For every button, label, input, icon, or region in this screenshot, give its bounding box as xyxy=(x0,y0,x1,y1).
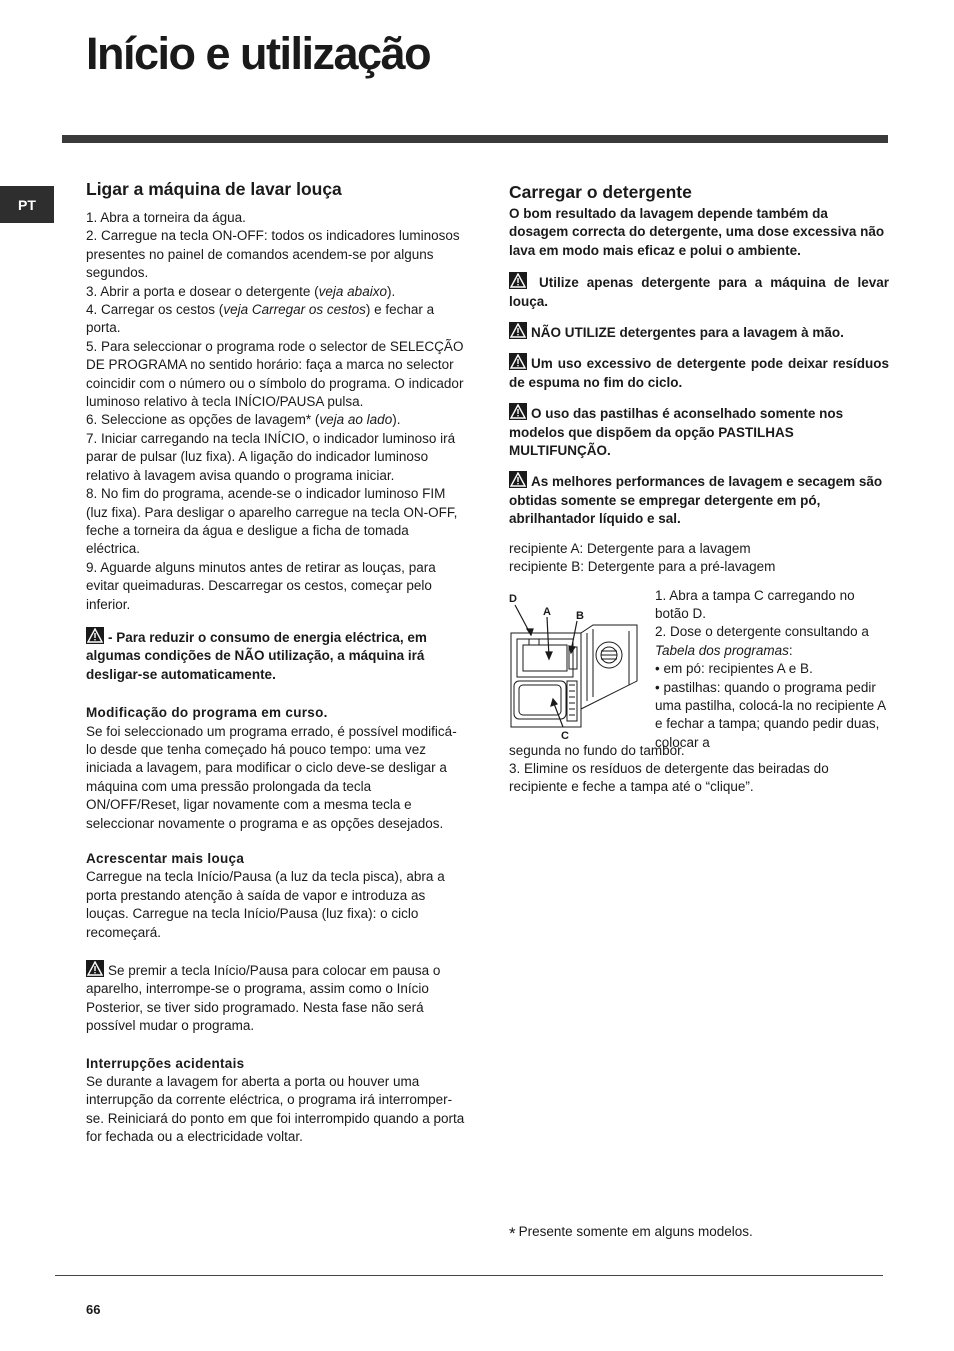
step-3: 3. Abrir a porta e dosear o detergente (veja abaixo). xyxy=(86,283,396,299)
step-7: 7. Iniciar carregando na tecla INÍCIO, o indicador luminoso irá parar de pulsar (luz fixa). A ligação do indicador luminoso relativo à lavagem avisa quando o programa iniciar. xyxy=(86,430,456,483)
modify-heading: Modificação do programa em curso. xyxy=(86,705,328,721)
section-heading-start: Ligar a máquina de lavar louça xyxy=(86,179,342,199)
warning-icon xyxy=(509,403,527,420)
footnote xyxy=(509,1224,753,1244)
modify-text: Se foi seleccionado um programa errado, é possível modificá-lo desde que tenha começado há pouco tempo: uma vez iniciada a lavagem, para modificar o ciclo deve-se desligar a máquina com uma pressão prolongada da tecla ON/OFF/Reset, ligar novamente com a mesma tecla e seleccionar novamente o programa e as opções desejados. xyxy=(86,723,457,831)
right-column xyxy=(509,181,889,797)
footnote-text: Presente somente em alguns modelos. xyxy=(518,1224,753,1239)
label-c: C xyxy=(561,729,569,739)
warning-item: O uso das pastilhas é aconselhado somente nos modelos que dispõem da opção PASTILHAS MULTIFUNÇÃO. xyxy=(509,403,889,460)
footer-rule xyxy=(55,1275,883,1276)
recipient-a: recipiente A: Detergente para a lavagem xyxy=(509,540,751,556)
page-number: 66 xyxy=(86,1302,101,1317)
pause-warning: Se premir a tecla Início/Pausa para colocar em pausa o aparelho, interrompe-se o programa, assim como o Início Posterior, se tiver sido programado. Nesta fase não será possível mudar o programa. xyxy=(86,960,466,1036)
warning-item: Utilize apenas detergente para a máquina de levar louça. xyxy=(509,272,889,311)
warning-item: Um uso excessivo de detergente pode deixar resíduos de espuma no fim do ciclo. xyxy=(509,353,889,392)
left-column xyxy=(86,178,466,1147)
step-4: 4. Carregar os cestos (veja Carregar os cestos) e fechar a porta. xyxy=(86,302,435,336)
header-rule xyxy=(62,135,888,143)
page-title: Início e utilização xyxy=(86,28,431,79)
step-8: 8. No fim do programa, acende-se o indicador luminoso FIM (luz fixa). Para desligar o aparelho carregue na tecla ON-OFF, feche a torneira da água e desligue a ficha de tomada eléctrica. xyxy=(86,486,458,557)
dose-bullet-tablets-cont: segunda no fundo do tambor. xyxy=(509,742,685,758)
recipient-b: recipiente B: Detergente para a pré-lavagem xyxy=(509,559,776,575)
label-d: D xyxy=(509,592,517,605)
warning-item: As melhores performances de lavagem e secagem são obtidas somente se empregar detergente em pó, abrilhantador líquido e sal. xyxy=(509,471,889,528)
detergent-dispenser-diagram xyxy=(509,589,641,739)
step-5: 5. Para seleccionar o programa rode o selector de SELECÇÃO DE PROGRAMA no sentido horário: faça a marca no selector coincidir com o número ou o símbolo do programa. O indicador luminoso relativo à tecla INÍCIO/PAUSA pulsa. xyxy=(86,338,464,410)
warning-icon xyxy=(509,353,527,370)
dose-steps-side xyxy=(655,587,891,753)
energy-warning: - Para reduzir o consumo de energia eléctrica, em algumas condições de NÃO utilização, a máquina irá desligar-se automaticamente. xyxy=(86,627,466,684)
warning-item: NÃO UTILIZE detergentes para a lavagem à mão. xyxy=(509,322,889,342)
footnote-star: * xyxy=(509,1224,516,1243)
label-a: A xyxy=(543,605,551,618)
detergent-intro: O bom resultado da lavagem depende também da dosagem correcta do detergente, uma dose excessiva não lava em modo mais eficaz e polui o ambiente. xyxy=(509,206,885,258)
warning-icon xyxy=(509,322,527,339)
label-b: B xyxy=(576,609,584,622)
dose-step-1: 1. Abra a tampa C carregando no botão D. xyxy=(655,587,855,621)
warning-icon xyxy=(86,627,104,644)
step-9: 9. Aguarde alguns minutos antes de retirar as louças, para evitar queimaduras. Descarregar os cestos, começar pelo inferior. xyxy=(86,559,436,612)
add-text: Carregue na tecla Início/Pausa (a luz da tecla pisca), abra a porta prestando atenção à saída de vapor e introduza as louças. Carregue na tecla Início/Pausa (luz fixa): o ciclo recomeçará. xyxy=(86,869,445,940)
language-tab: PT xyxy=(0,186,54,223)
section-heading-detergent: Carregar o detergente xyxy=(509,182,692,202)
interrupt-heading: Interrupções acidentais xyxy=(86,1055,245,1071)
dose-bullet-powder: • em pó: recipientes A e B. xyxy=(655,661,813,677)
step-6: 6. Seleccione as opções de lavagem* (veja ao lado). xyxy=(86,412,401,428)
start-steps xyxy=(86,209,466,614)
interrupt-text: Se durante a lavagem for aberta a porta ou houver uma interrupção da corrente eléctrica, o programa irá interromper-se. Reiniciará do ponto em que foi interrompido quando a porta for fechada ou a electricidade voltar. xyxy=(86,1074,465,1145)
step-1: 1. Abra a torneira da água. xyxy=(86,210,246,225)
dose-bullet-tablets: • pastilhas: quando o programa pedir uma pastilha, colocá-la no recipiente A e fechar a tampa; quando pedir duas, colocar a xyxy=(655,679,886,750)
warning-icon xyxy=(509,272,527,289)
warning-icon xyxy=(509,471,527,488)
step-2: 2. Carregue na tecla ON-OFF: todos os indicadores luminosos presentes no painel de comandos acendem-se por alguns segundos. xyxy=(86,228,460,281)
dose-step-2: 2. Dose o detergente consultando a Tabela dos programas: xyxy=(655,624,869,658)
add-heading: Acrescentar mais louça xyxy=(86,851,245,866)
warning-icon xyxy=(86,960,104,977)
dose-step-3: 3. Elimine os resíduos de detergente das beiradas do recipiente e feche a tampa até o “clique”. xyxy=(509,760,829,795)
